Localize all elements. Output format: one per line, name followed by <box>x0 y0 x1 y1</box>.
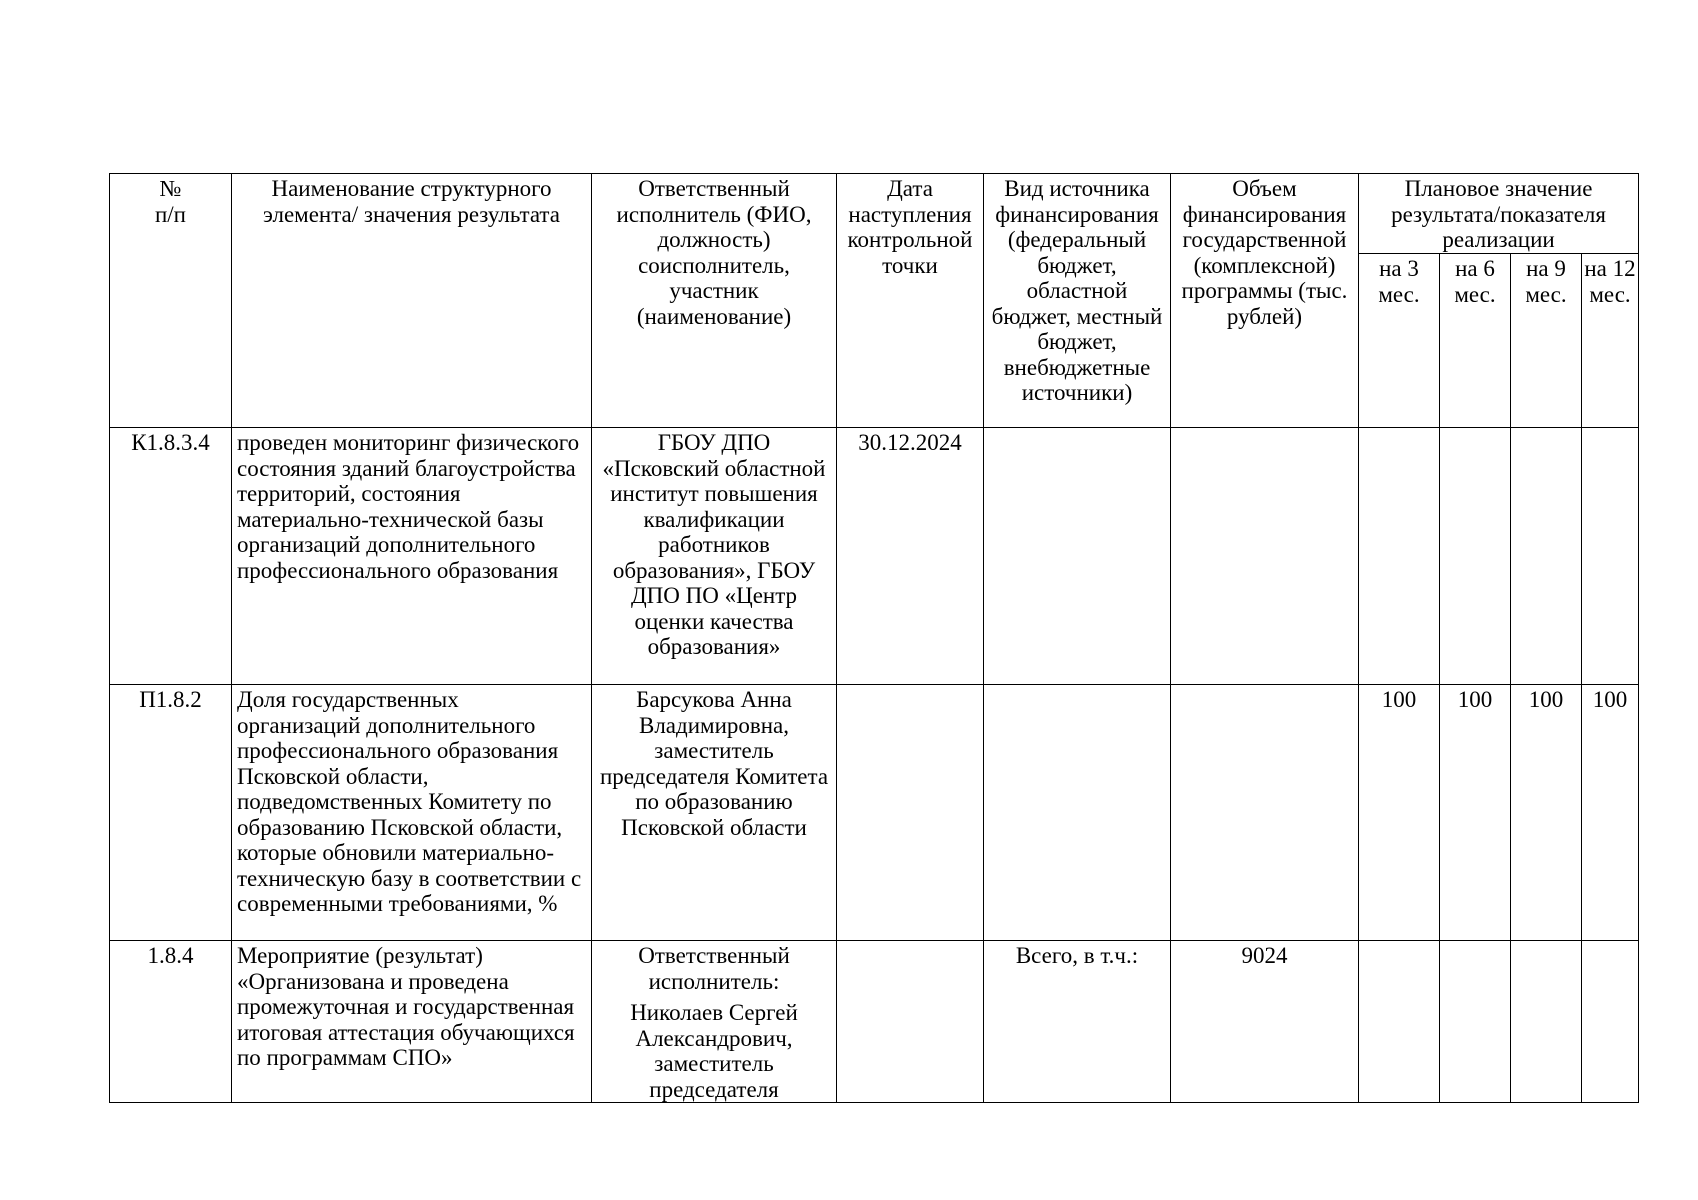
row-plan-6m: 100 <box>1440 685 1511 941</box>
row-date <box>837 685 984 941</box>
header-name: Наименование структурного элемента/ значения результата <box>232 174 592 428</box>
row-plan-9m: 100 <box>1511 685 1582 941</box>
row-source <box>984 428 1171 685</box>
row-source: Всего, в т.ч.: <box>984 941 1171 1103</box>
header-plan-9m: на 9 мес. <box>1511 254 1582 428</box>
header-plan-12m: на 12 мес. <box>1582 254 1639 428</box>
row-responsible: Барсукова Анна Владимировна, заместитель председателя Комитета по образованию Псковской области <box>592 685 837 941</box>
header-source: Вид источника финансирования (федеральный бюджет, областной бюджет, местный бюджет, внебюджетные источники) <box>984 174 1171 428</box>
row-plan-9m <box>1511 941 1582 1103</box>
header-plan: Плановое значение результата/показателя реализации <box>1359 174 1639 254</box>
row-responsible: ГБОУ ДПО «Псковский областной институт повышения квалификации работников образования», ГБОУ ДПО ПО «Центр оценки качества образования» <box>592 428 837 685</box>
table-row <box>110 941 1639 1103</box>
row-source <box>984 685 1171 941</box>
row-volume: 9024 <box>1171 941 1359 1103</box>
plan-table <box>109 173 1639 1103</box>
table-row <box>110 685 1639 941</box>
header-num: № п/п <box>110 174 232 428</box>
row-plan-12m <box>1582 941 1639 1103</box>
row-num: П1.8.2 <box>110 685 232 941</box>
row-volume <box>1171 428 1359 685</box>
header-plan-6m: на 6 мес. <box>1440 254 1511 428</box>
row-plan-6m <box>1440 941 1511 1103</box>
row-plan-3m: 100 <box>1359 685 1440 941</box>
header-date: Дата наступления контрольной точки <box>837 174 984 428</box>
row-responsible-cell <box>592 941 837 1103</box>
table-row <box>110 428 1639 685</box>
header-plan-3m: на 3 мес. <box>1359 254 1440 428</box>
row-plan-12m: 100 <box>1582 685 1639 941</box>
row-date: 30.12.2024 <box>837 428 984 685</box>
row-plan-6m <box>1440 428 1511 685</box>
row-plan-12m <box>1582 428 1639 685</box>
row-responsible-label: Ответственный исполнитель: <box>638 943 790 994</box>
row-name: проведен мониторинг физического состояния зданий благоустройства территорий, состояния материально-технической базы организаций дополнительного профессионального образования <box>232 428 592 685</box>
row-num: К1.8.3.4 <box>110 428 232 685</box>
header-row <box>110 174 1639 254</box>
row-name: Мероприятие (результат) «Организована и проведена промежуточная и государственная итоговая аттестация обучающихся по программам СПО» <box>232 941 592 1103</box>
header-volume: Объем финансирования государственной (комплексной) программы (тыс. рублей) <box>1171 174 1359 428</box>
row-responsible: Николаев Сергей Александрович, заместитель председателя <box>630 1000 798 1102</box>
row-plan-3m <box>1359 941 1440 1103</box>
header-responsible: Ответственный исполнитель (ФИО, должность) соисполнитель, участник (наименование) <box>592 174 837 428</box>
row-date <box>837 941 984 1103</box>
row-name: Доля государственных организаций дополнительного профессионального образования Псковской области, подведомственных Комитету по образованию Псковской области, которые обновили материально-техническую базу в соответствии с современными требованиями, % <box>232 685 592 941</box>
row-plan-3m <box>1359 428 1440 685</box>
row-plan-9m <box>1511 428 1582 685</box>
row-volume <box>1171 685 1359 941</box>
row-num: 1.8.4 <box>110 941 232 1103</box>
